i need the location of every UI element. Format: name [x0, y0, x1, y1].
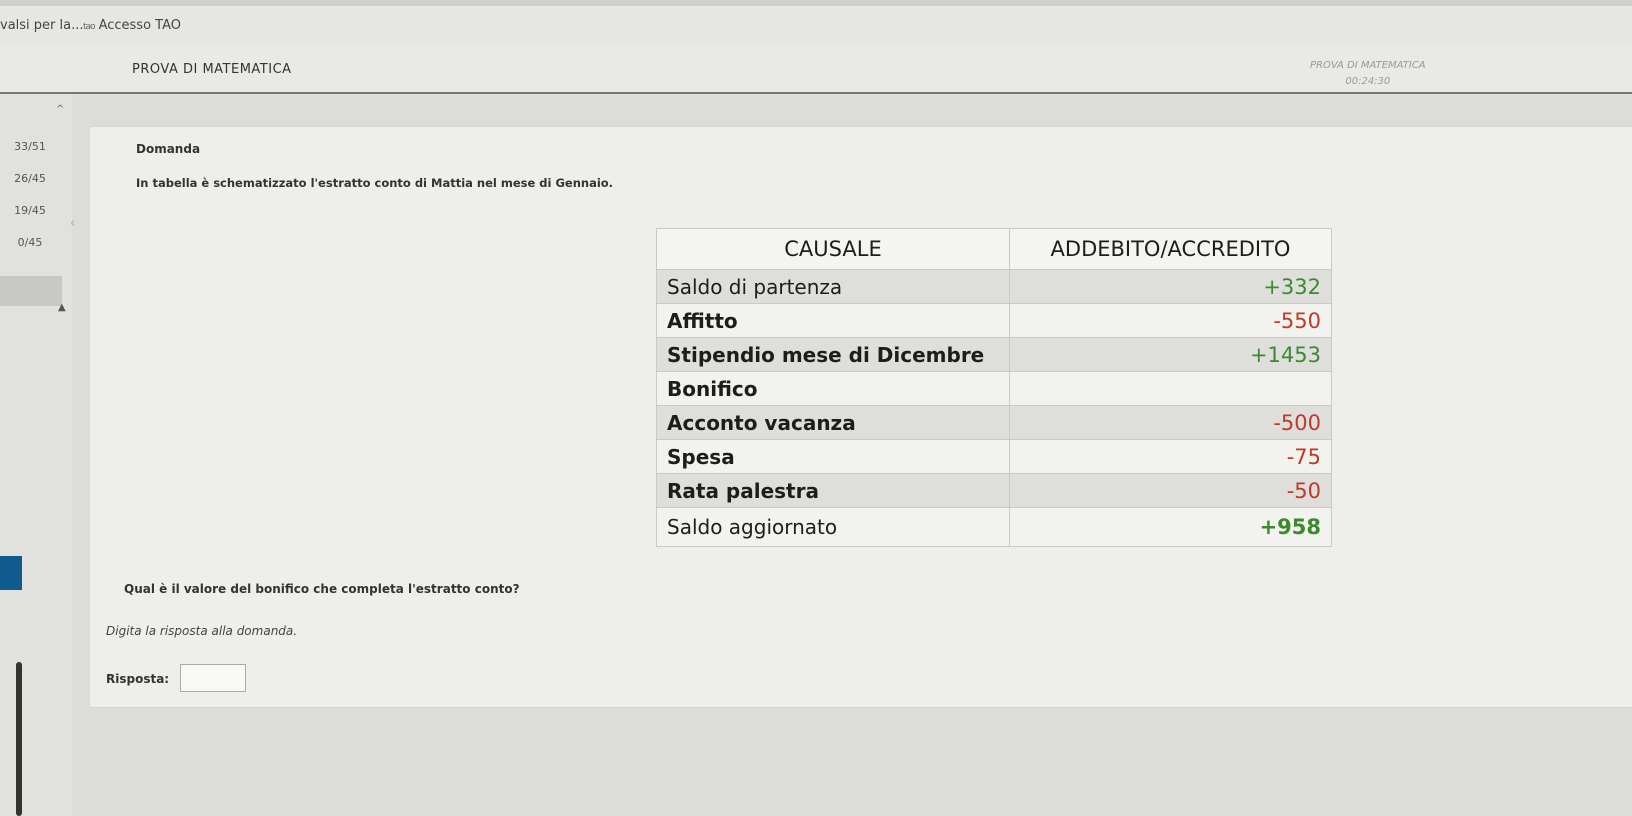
- test-title: PROVA DI MATEMATICA: [132, 62, 292, 77]
- row-amount: +332: [1010, 270, 1332, 304]
- test-header: [0, 44, 1632, 94]
- table-row: [657, 338, 1332, 372]
- question-header: Domanda: [136, 142, 201, 156]
- question-prompt: Qual è il valore del bonifico che completa l'estratto conto?: [124, 582, 520, 596]
- tao-icon: tao: [83, 22, 95, 32]
- answer-label: Risposta:: [106, 672, 170, 686]
- answer-input[interactable]: [180, 664, 246, 692]
- row-cause: Affitto: [657, 304, 1010, 338]
- triangle-up-icon[interactable]: ▲: [58, 302, 66, 313]
- row-amount: -50: [1010, 474, 1332, 508]
- timer: 00:24:30: [1345, 76, 1391, 87]
- column-header-importo: ADDEBITO/ACCREDITO: [1010, 229, 1332, 270]
- row-amount: -550: [1010, 304, 1332, 338]
- table-row: [657, 440, 1332, 474]
- table-row: [657, 508, 1332, 547]
- test-title-right: PROVA DI MATEMATICA: [1310, 60, 1426, 71]
- row-amount: +1453: [1010, 338, 1332, 372]
- row-amount-missing: [1010, 372, 1332, 406]
- browser-tab-tao[interactable]: [83, 18, 181, 33]
- table-row: [657, 406, 1332, 440]
- question-text: In tabella è schematizzato l'estratto conto di Mattia nel mese di Gennaio.: [136, 176, 614, 190]
- table-row: [657, 474, 1332, 508]
- section-navigator: [0, 94, 72, 816]
- row-amount: -75: [1010, 440, 1332, 474]
- active-marker: [0, 556, 22, 590]
- chevron-left-icon[interactable]: ‹: [70, 216, 76, 231]
- row-cause: Saldo aggiornato: [657, 508, 1010, 547]
- row-cause: Stipendio mese di Dicembre: [657, 338, 1010, 372]
- section-progress-4[interactable]: 0/45: [17, 236, 43, 249]
- browser-tab-bar: [0, 0, 1632, 44]
- browser-tab-label: Accesso TAO: [98, 18, 181, 33]
- section-progress-2[interactable]: 26/45: [14, 172, 46, 185]
- row-amount: +958: [1010, 508, 1332, 547]
- table-row: [657, 304, 1332, 338]
- scrollbar[interactable]: [16, 662, 22, 816]
- row-cause: Saldo di partenza: [657, 270, 1010, 304]
- row-cause: Rata palestra: [657, 474, 1010, 508]
- browser-tab-invalsi[interactable]: valsi per la...: [0, 18, 84, 33]
- chevron-up-icon[interactable]: ^: [56, 104, 65, 115]
- column-header-causale: CAUSALE: [657, 229, 1010, 270]
- row-cause: Acconto vacanza: [657, 406, 1010, 440]
- section-progress-3[interactable]: 19/45: [14, 204, 46, 217]
- row-amount: -500: [1010, 406, 1332, 440]
- statement-table: [656, 228, 1332, 547]
- section-progress-1[interactable]: 33/51: [14, 140, 46, 153]
- row-cause: Spesa: [657, 440, 1010, 474]
- table-row: [657, 372, 1332, 406]
- section-selector[interactable]: [0, 276, 62, 306]
- table-row: [657, 270, 1332, 304]
- answer-instruction: Digita la risposta alla domanda.: [106, 624, 298, 638]
- row-cause: Bonifico: [657, 372, 1010, 406]
- test-info: [1310, 58, 1426, 90]
